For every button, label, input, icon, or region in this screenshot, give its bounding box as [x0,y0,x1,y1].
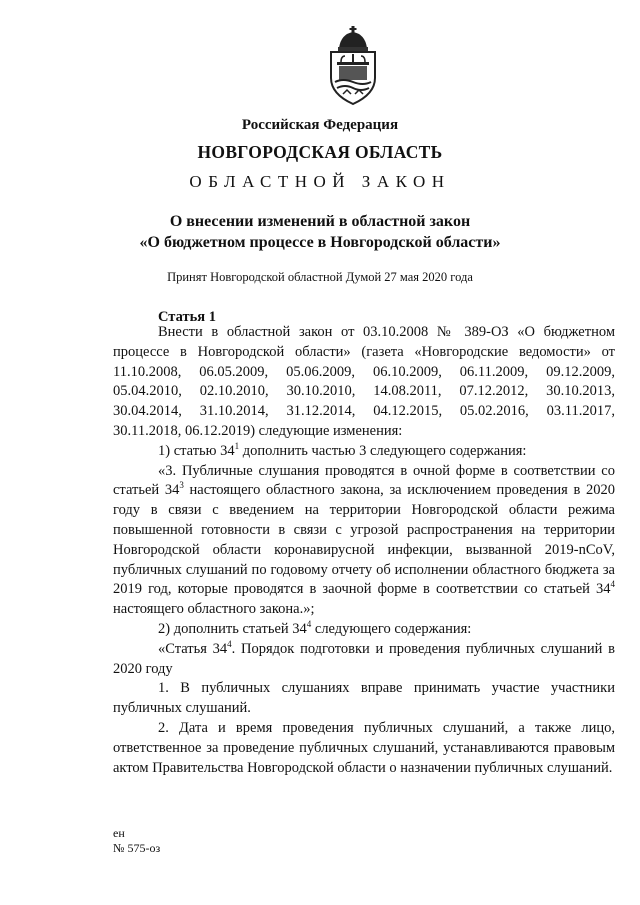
new-article-point-2: 2. Дата и время проведения публичных слушаний, а также лицо, ответственное за проведение публичных слушаний, устанавливаются правовым актом Правительства Новгородской области о назначении публичных слушаний. [113,719,615,776]
amendment-item-1-sup: 1 [234,440,240,451]
quoted-part-3-text-a: «3. Публичные слушания проводятся в очной форме в соответствии со статьей 34 [113,462,615,499]
article-heading: Статья 1 [158,309,216,325]
new-article-heading-sup: 4 [227,638,232,649]
article-intro [113,323,615,442]
law-type-heading: ОБЛАСТНОЙ ЗАКОН [189,172,451,191]
quoted-part-3 [113,462,615,620]
new-article-point-1: 1. В публичных слушаниях вправе принимать участие участники публичных слушаний. [113,680,615,717]
article-intro-text: Внести в областной закон от 03.10.2008 № 389-ОЗ «О бюджетном процессе в Новгородской области» (газета «Новгородские ведомости» от 11.10.2008, 06.05.2009, 05.06.2009, 06.10.2009, 06.11.2009, 09.12.2009, 05.04.2010, 02.10.2010, 30.10.2010, 14.08.2011, 07.12.2012, 30.10.2013, 30.04.2014, 31.10.2014, 31.12.2014, 04.12.2015, 05.02.2016, 03.11.2017, 30.11.2018, 06.12.2019) следующие изменения: [113,324,615,439]
quoted-part-3-text-b: настоящего областного закона, за исключением проведения в 2020 году в связи с введением на территории Новгородской области режима повышенной готовности в связи с угрозой распространения на территории Новгородской области коронавирусной инфекции, вызванной 2019-nCoV, публичных слушаний по годовому отчету об исполнении областного бюджета за 2019 год, которые проводятся в заочной форме в соответствии со статьей 34 [113,482,615,598]
document-footer [113,826,160,856]
adoption-note: Принят Новгородской областной Думой 27 мая 2020 года [167,270,473,284]
footer-number: № 575-оз [113,841,161,855]
amendment-item-1 [113,442,615,462]
new-article-heading-text: «Статья 34 [158,640,228,657]
law-title-line2: «О бюджетном процессе в Новгородской области» [139,234,501,251]
footer-initials: ен [113,826,125,840]
amendment-item-1-text: 1) статью 34 [158,442,235,459]
region-heading: НОВГОРОДСКАЯ ОБЛАСТЬ [197,142,443,162]
federation-heading: Российская Федерация [241,117,399,133]
amendment-item-2 [113,620,615,640]
amendment-item-2-text: 2) дополнить статьей 34 [158,620,307,637]
amendment-item-2-text-end: следующего содержания: [311,620,472,637]
law-title [0,211,640,253]
law-title-line1: О внесении изменений в областной закон [169,213,471,230]
new-article-heading [113,640,615,680]
quoted-part-3-sup1: 3 [179,480,184,491]
amendment-item-1-text-end: дополнить частью 3 следующего содержания: [239,442,527,459]
new-article-heading-text-end: . Порядок подготовки и проведения публичных слушаний в 2020 году [113,640,615,677]
quoted-part-3-sup2: 4 [610,579,615,590]
article-body [113,323,615,778]
coat-of-arms-icon [323,26,383,108]
amendment-item-2-sup: 4 [306,618,312,629]
quoted-part-3-text-c: настоящего областного закона.»; [113,601,315,618]
